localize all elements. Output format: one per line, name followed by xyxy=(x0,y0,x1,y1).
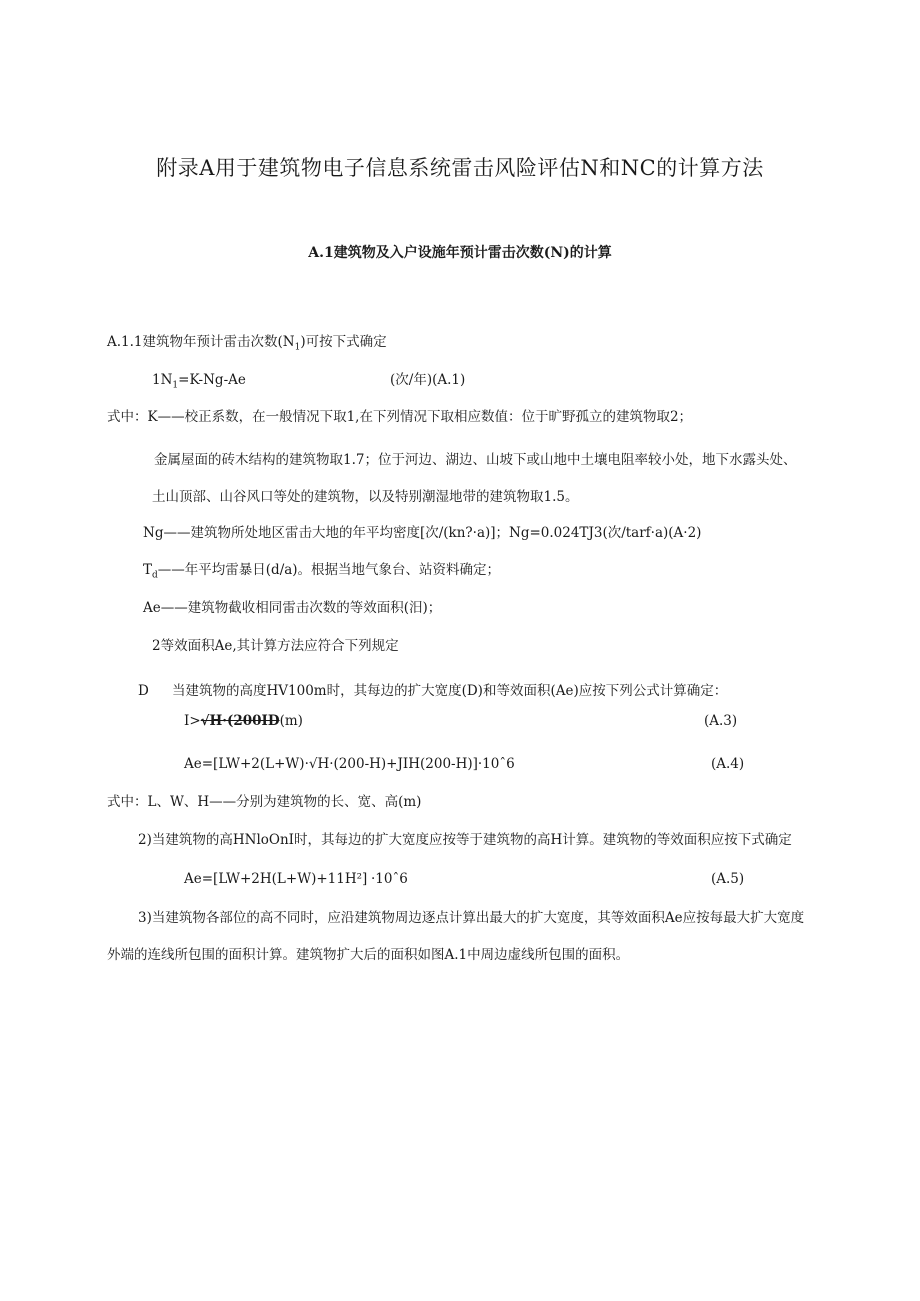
k-continuation-1: 金属屋面的砖木结构的建筑物取1.7；位于河边、湖边、山坡下或山地中土壤电阻率较小处，地下水露头处、 xyxy=(154,452,797,468)
where-k: 式中：K——校正系数，在一般情况下取1,在下列情况下取相应数值：位于旷野孤立的建筑物取2； xyxy=(107,409,693,425)
equation-a5-factor: ·10ˆ6 xyxy=(371,871,408,887)
item-2: 2等效面积Ae,其计算方法应符合下列规定 xyxy=(152,638,399,654)
equation-a3-label: (A.3) xyxy=(704,713,738,729)
ae-definition: Ae——建筑物截收相同雷击次数的等效面积(汨)； xyxy=(143,600,442,616)
equation-a3 xyxy=(184,712,303,730)
equation-a4-label: (A.4) xyxy=(711,756,745,772)
td-sub: d xyxy=(152,570,158,581)
case-1-marker: D xyxy=(138,683,149,699)
eq-a3-lhs: I> xyxy=(184,713,201,729)
td-symbol: T xyxy=(143,562,153,578)
k-continuation-2: 土山顶部、山谷风口等处的建筑物，以及特别潮湿地带的建筑物取1.5。 xyxy=(152,489,579,505)
eq-a1-lhs-pre: 1N xyxy=(152,372,173,388)
clause-a11-tail: )可按下式确定 xyxy=(300,334,387,350)
ng-definition: Ng——建筑物所处地区雷击大地的年平均密度[次/(kn?·a)]；Ng=0.024TJ3(次/tarf·a)(A·2) xyxy=(143,525,702,541)
case-1-text: 当建筑物的高度HV100m时，其每边的扩大宽度(D)和等效面积(Ae)应按下列公式计算确定： xyxy=(172,683,728,699)
where-lwh: 式中：L、W、H——分别为建筑物的长、宽、高(m) xyxy=(107,794,422,810)
equation-a4: Ae=[LW+2(L+W)·√H·(200-H)+JIH(200-H)]·10ˆ6 xyxy=(184,756,515,772)
case-2: 2)当建筑物的高HNloOnI时，其每边的扩大宽度应按等于建筑物的高H计算。建筑物的等效面积应按下式确定 xyxy=(138,832,792,848)
equation-a1-label: (次/年)(A.1) xyxy=(390,372,466,388)
eq-a3-tail: (m) xyxy=(279,713,303,729)
eq-a1-lhs-post: =K-Ng-Ae xyxy=(178,372,246,388)
td-definition xyxy=(143,561,500,585)
case-3-line-2: 外端的连线所包围的面积计算。建筑物扩大后的面积如图A.1中周边虚线所包围的面积。 xyxy=(107,947,630,963)
td-text: ——年平均雷暴日(d/a)。根据当地气象台、站资料确定； xyxy=(157,562,501,578)
equation-a1-lhs xyxy=(152,371,246,395)
eq-a1-lhs-sub: 1 xyxy=(172,380,179,391)
case-3-line-1: 3)当建筑物各部位的高不同时，应沿建筑物周边逐点计算出最大的扩大宽度，其等效面积Ae应按每最大扩大宽度 xyxy=(138,910,805,926)
page-title: 附录A用于建筑物电子信息系统雷击风险评估N和NC的计算方法 xyxy=(156,156,764,180)
clause-a11-sub: 1 xyxy=(294,342,301,353)
clause-a11 xyxy=(107,333,387,357)
clause-a11-lead: A.1.1建筑物年预计雷击次数(N xyxy=(107,334,295,350)
section-heading: A.1建筑物及入户设施年预计雷击次数(N)的计算 xyxy=(308,245,612,261)
eq-a3-struck: √H·(200ID xyxy=(200,713,280,729)
equation-a5-label: (A.5) xyxy=(711,871,745,887)
equation-a5: Ae=[LW+2H(L+W)+11H²] xyxy=(184,871,368,887)
